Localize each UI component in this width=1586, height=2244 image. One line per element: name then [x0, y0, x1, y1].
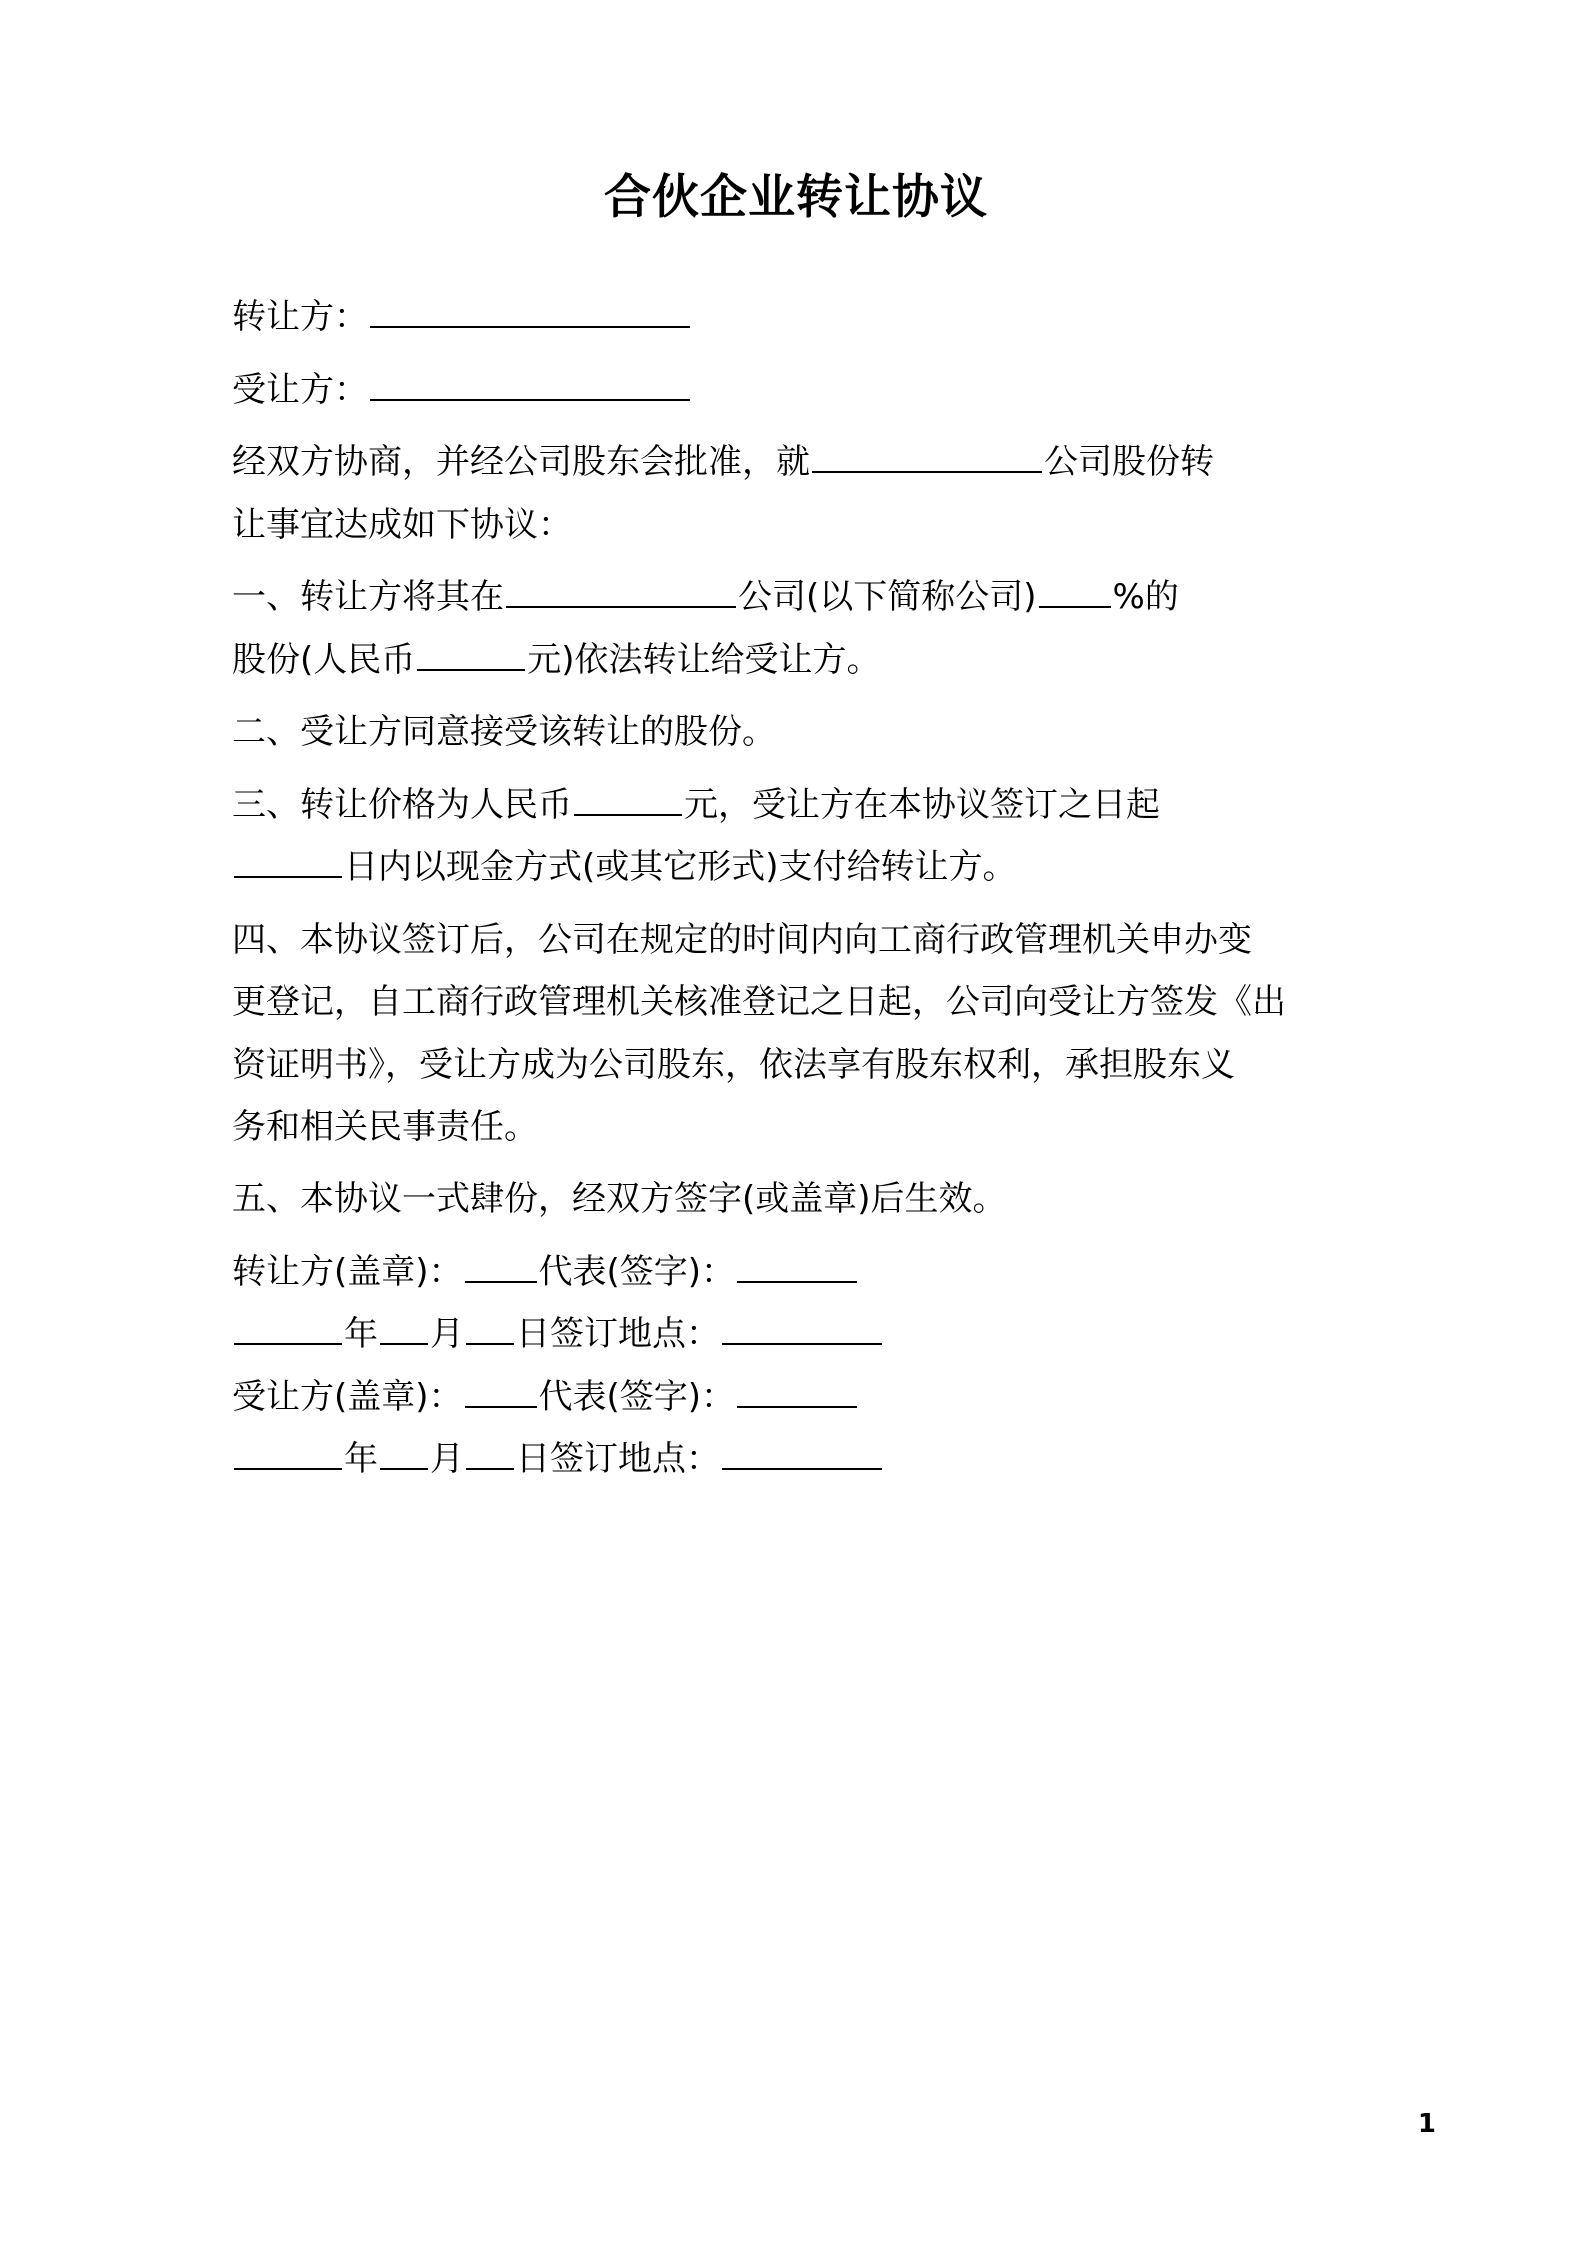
intro-paragraph-line1	[232, 433, 1360, 491]
page-title: 合伙企业转让协议	[604, 170, 988, 225]
transferor-year-blank	[234, 1308, 342, 1346]
clause1-company-blank	[506, 571, 736, 609]
month-label-2: 月	[430, 1439, 464, 1480]
intro-text-c: 让事宜达成如下协议：	[232, 504, 572, 545]
clause1-percent-blank	[1039, 571, 1111, 609]
clause4-text-c: 资证明书》，受让方成为公司股东，依法享有股东权利，承担股东义	[232, 1044, 1235, 1085]
intro-text-a: 经双方协商，并经公司股东会批准，就	[232, 442, 810, 483]
clause2-text: 二、受让方同意接受该转让的股份。	[232, 712, 776, 753]
clause1-text-b: 公司(以下简称公司)	[738, 577, 1037, 618]
transferor-representative-blank	[737, 1245, 857, 1283]
intro-paragraph-line2	[232, 496, 1360, 554]
signature-transferor-label: 转让方(盖章)：	[232, 1251, 463, 1292]
clause-1-line1	[232, 568, 1360, 626]
clause-4-line1	[232, 911, 1360, 969]
clause1-amount-blank	[417, 633, 525, 671]
transferor-month-blank	[380, 1308, 428, 1346]
signature-transferee-label: 受让方(盖章)：	[232, 1376, 463, 1417]
clause3-days-blank	[234, 840, 342, 878]
clause4-text-a: 四、本协议签订后，公司在规定的时间内向工商行政管理机关申办变	[232, 919, 1252, 960]
transferor-blank	[370, 291, 690, 329]
clause-3-line2	[232, 838, 1360, 896]
clause-4-line2	[232, 973, 1360, 1031]
transferor-day-blank	[466, 1308, 514, 1346]
clause-4-line3	[232, 1036, 1360, 1094]
transferee-year-blank	[234, 1433, 342, 1471]
day-place-label-2: 日签订地点：	[516, 1439, 720, 1480]
year-label-1: 年	[344, 1314, 378, 1355]
transferee-representative-blank	[737, 1370, 857, 1408]
clause1-text-a: 一、转让方将其在	[232, 577, 504, 618]
transferee-blank	[370, 363, 690, 401]
transferor-seal-blank	[465, 1245, 537, 1283]
clause1-text-c: %的	[1112, 577, 1179, 618]
clause5-text: 五、本协议一式肆份，经双方签字(或盖章)后生效。	[232, 1179, 1007, 1220]
clause-5	[232, 1170, 1360, 1228]
clause3-text-b: 元，受让方在本协议签订之日起	[684, 784, 1160, 825]
clause-4-line4	[232, 1098, 1360, 1156]
transferee-day-blank	[466, 1433, 514, 1471]
clause-3-line1	[232, 776, 1360, 834]
transferor-place-blank	[722, 1308, 882, 1346]
signature-transferee-line	[232, 1368, 1360, 1426]
signature-transferor-line	[232, 1243, 1360, 1301]
clause4-text-b: 更登记，自工商行政管理机关核准登记之日起，公司向受让方签发《出	[232, 982, 1286, 1023]
clause-1-line2	[232, 631, 1360, 689]
clause3-text-a: 三、转让价格为人民币	[232, 784, 572, 825]
year-label-2: 年	[344, 1439, 378, 1480]
clause4-text-d: 务和相关民事责任。	[232, 1107, 538, 1148]
transferor-line	[232, 288, 1360, 346]
intro-text-b: 公司股份转	[1044, 442, 1214, 483]
signature-transferee-date-line	[232, 1430, 1360, 1488]
transferee-seal-blank	[465, 1370, 537, 1408]
transferee-line	[232, 361, 1360, 419]
clause1-text-d: 股份(人民币	[232, 639, 416, 680]
clause1-text-e: 元)依法转让给受让方。	[527, 639, 881, 680]
day-place-label-1: 日签订地点：	[516, 1314, 720, 1355]
clause3-text-c: 日内以现金方式(或其它形式)支付给转让方。	[344, 847, 1017, 888]
signature-representative-label-2: 代表(签字)：	[538, 1376, 736, 1417]
signature-representative-label-1: 代表(签字)：	[538, 1251, 736, 1292]
transferor-label: 转让方：	[232, 297, 368, 338]
clause-2	[232, 703, 1360, 761]
month-label-1: 月	[430, 1314, 464, 1355]
signature-transferor-date-line	[232, 1305, 1360, 1363]
transferee-place-blank	[722, 1433, 882, 1471]
transferee-label: 受让方：	[232, 369, 368, 410]
document-body	[232, 170, 1360, 1503]
transferee-month-blank	[380, 1433, 428, 1471]
page-number: 1	[1417, 2109, 1436, 2139]
clause3-price-blank	[574, 778, 682, 816]
company-name-blank	[812, 436, 1042, 474]
